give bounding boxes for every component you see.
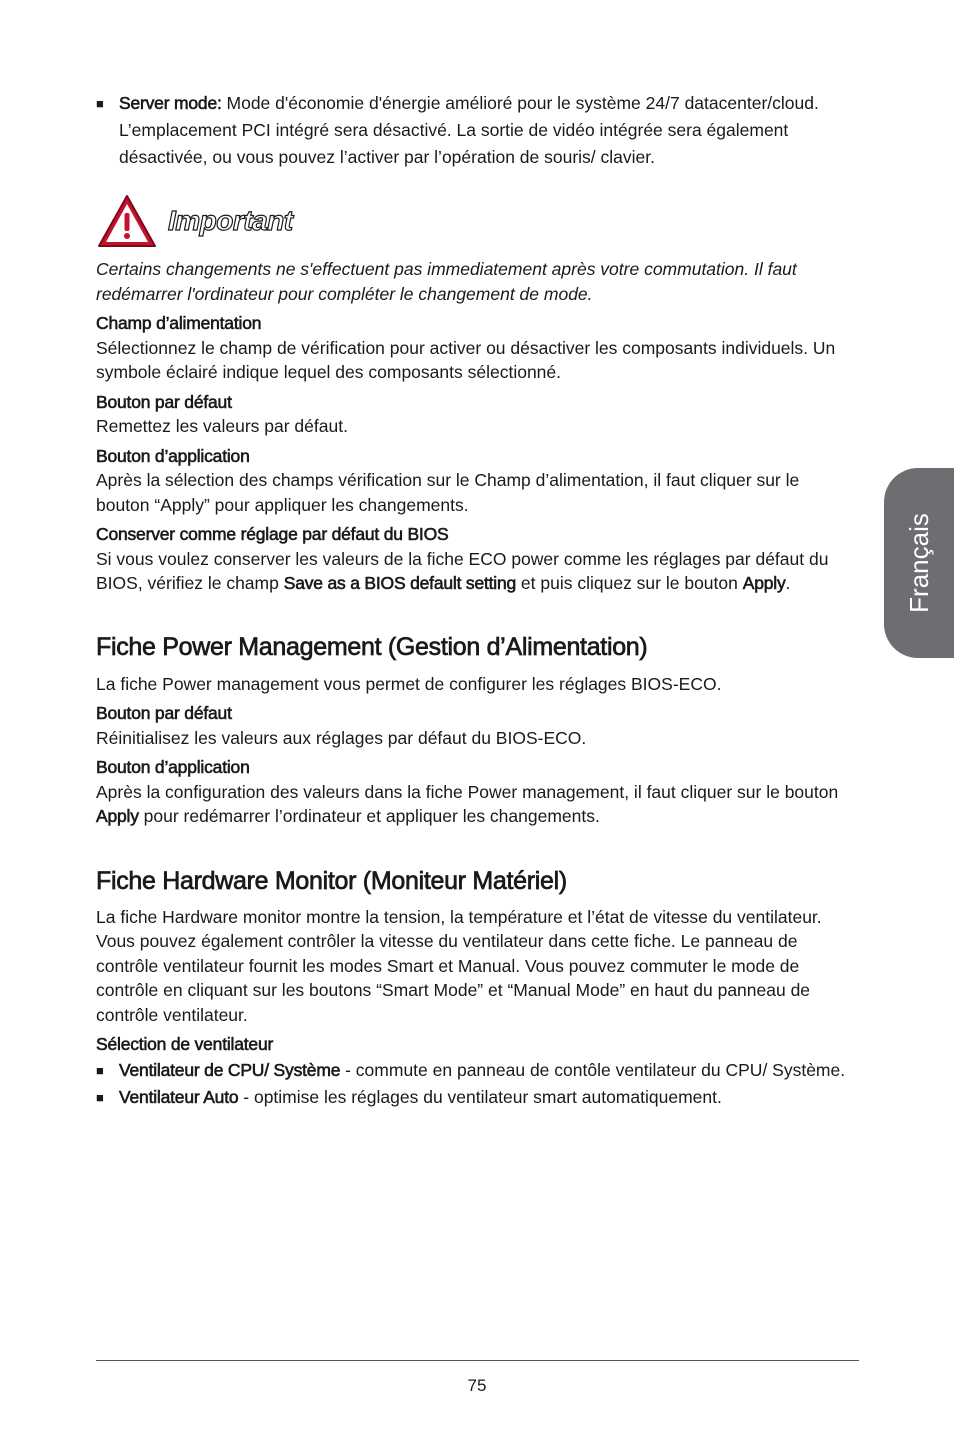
eco-item-heading: Bouton d’application [96, 445, 250, 466]
eco-item-heading: Bouton par défaut [96, 391, 232, 412]
footer-divider [96, 1360, 859, 1361]
important-title: Important [168, 204, 293, 236]
power-management-title: Fiche Power Management (Gestion d’Alimentation) [96, 632, 648, 661]
page-content [96, 90, 856, 1111]
power-default-section [96, 701, 856, 750]
hardware-monitor-intro: La fiche Hardware monitor montre la tension, la température et l’état de vitesse du ventilateur. Vous pouvez également contrôler la vitesse du ventilateur dans cette fiche. Le panneau de contrôle ventilateur fournit les modes Smart et Manual. Vous pouvez commuter le mode de contrôle en cliquant sur les boutons “Smart Mode” et “Manual Mode” en haut du panneau de contrôle ventilateur. [96, 906, 822, 1025]
language-tab-label: Français [903, 513, 934, 613]
fan-bullet-label: Ventilateur de CPU/ Système [119, 1059, 341, 1080]
eco-item [96, 444, 856, 518]
bios-default-section [96, 522, 856, 596]
eco-item-heading: Champ d’alimentation [96, 313, 262, 333]
eco-item-text: Remettez les valeurs par défaut. [96, 416, 348, 436]
power-default-heading: Bouton par défaut [96, 703, 232, 723]
eco-item-text: Après la sélection des champs vérification sur le Champ d’alimentation, il faut cliquer sur le bouton “Apply” pour appliquer les changements. [96, 470, 800, 515]
power-default-text: Réinitialisez les valeurs aux réglages par défaut du BIOS-ECO. [96, 727, 587, 748]
power-apply-section [96, 755, 856, 829]
page-number: 75 [467, 1376, 487, 1395]
bullet-square-icon: ■ [96, 1089, 104, 1105]
fan-bullet-text [119, 1057, 856, 1084]
power-apply-text [96, 780, 856, 829]
server-mode-bullet [96, 90, 856, 171]
language-side-tab [884, 468, 954, 658]
fan-bullet-description: - optimise les réglages du ventilateur smart automatiquement. [238, 1086, 722, 1107]
power-apply-text-part: pour redémarrer l’ordinateur et appliquer les changements. [138, 806, 600, 826]
apply-label: Apply [742, 573, 786, 593]
apply-label: Apply [96, 806, 139, 826]
server-mode-text [119, 90, 856, 171]
fan-selection-heading: Sélection de ventilateur [96, 1034, 274, 1054]
bios-default-heading: Conserver comme réglage par défaut du BIOS [96, 524, 449, 544]
power-apply-text-part: Après la configuration des valeurs dans la fiche Power management, il faut cliquer sur le bouton [96, 781, 839, 802]
save-as-bios-default-label: Save as a BIOS default setting [283, 573, 517, 593]
fan-bullet-text [119, 1084, 856, 1111]
fan-bullet-label: Ventilateur Auto [119, 1086, 239, 1107]
bullet-square-icon: ■ [96, 96, 104, 111]
hardware-monitor-title: Fiche Hardware Monitor (Moniteur Matériel) [96, 866, 567, 895]
server-mode-label: Server mode: [119, 93, 222, 113]
server-mode-description: Mode d'économie d'énergie amélioré pour le système 24/7 datacenter/cloud. L’emplacement PCI intégré sera désactivé. La sortie de vidéo intégrée sera également désactivée, ou vous pouvez l’activer par l’opération de souris/ clavier. [119, 93, 819, 167]
fan-bullet [96, 1084, 856, 1111]
fan-bullet [96, 1057, 856, 1084]
fan-bullet-description: - commute en panneau de contôle ventilateur du CPU/ Système. [340, 1059, 846, 1080]
important-header [96, 191, 856, 251]
power-management-intro: La fiche Power management vous permet de configurer les réglages BIOS-ECO. [96, 673, 722, 694]
eco-item [96, 390, 856, 439]
bios-default-text-part: Si vous voulez conserver les valeurs de la fiche ECO power comme les réglages par défaut du BIOS, vérifiez le champ [96, 548, 829, 593]
power-apply-heading: Bouton d’application [96, 757, 250, 777]
eco-item-text: Sélectionnez le champ de vérification pour activer ou désactiver les composants individuels. Un symbole éclairé indique lequel des composants sélectionné. [96, 337, 836, 382]
bios-default-text [96, 547, 856, 596]
warning-triangle-icon [96, 193, 158, 249]
bios-default-text-part: . [785, 573, 791, 593]
bios-default-text-part: et puis cliquez sur le bouton [516, 573, 743, 593]
eco-item [96, 311, 856, 385]
bullet-square-icon: ■ [96, 1062, 104, 1078]
important-note: Certains changements ne s'effectuent pas immediatement après votre commutation. Il faut redémarrer l'ordinateur pour compléter le changement de mode. [96, 259, 797, 304]
